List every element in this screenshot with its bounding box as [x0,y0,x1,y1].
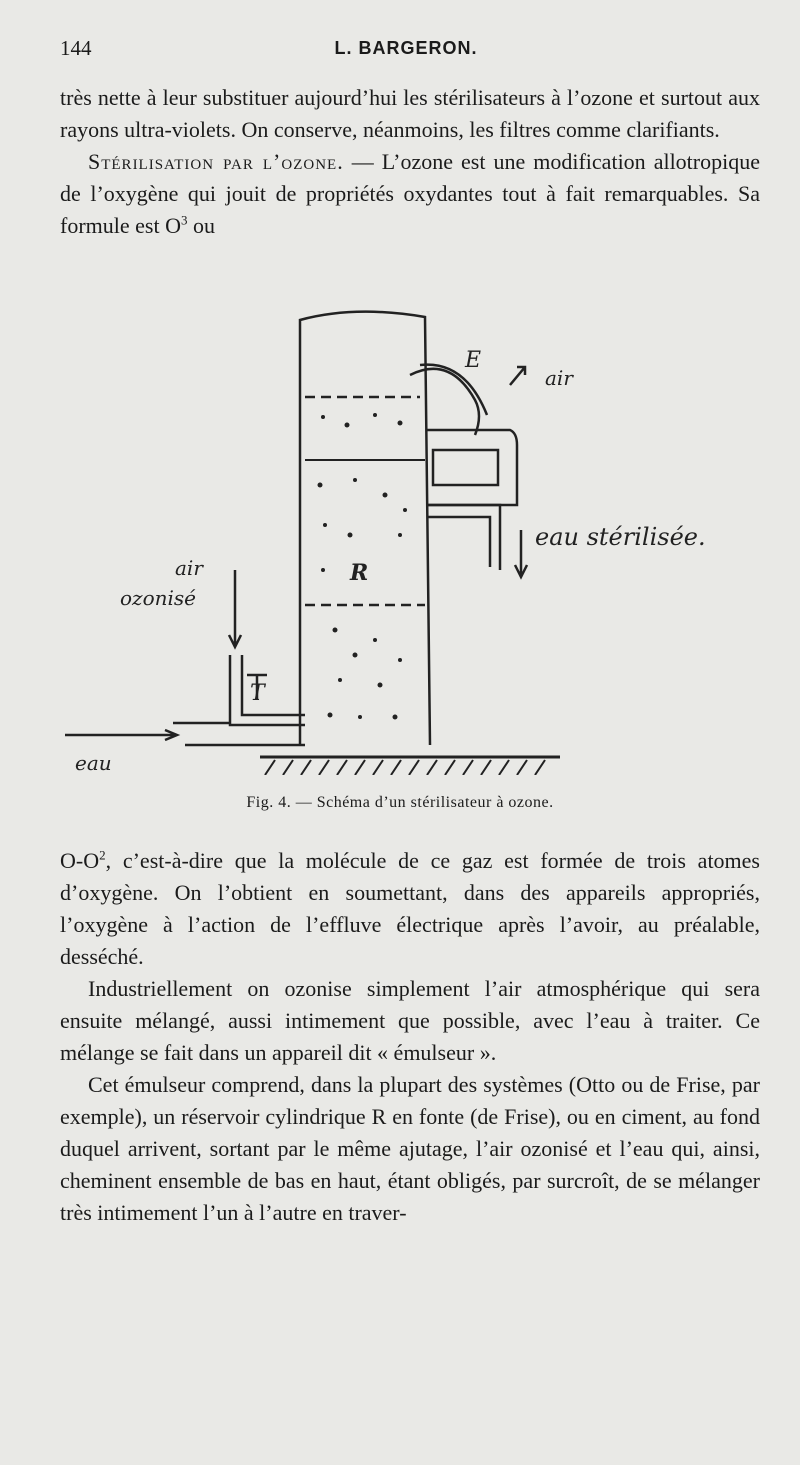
label-sterile-water: eau stérilisée. [535,523,706,551]
basket [433,450,498,485]
label-air-out: air [545,366,573,390]
sterilizer-diagram [55,305,775,775]
overflow-box [427,430,517,505]
top-text-block [60,82,760,242]
label-water-in: eau [75,751,112,775]
page-header [60,36,752,66]
paragraph-text: — L’ozone est une modification allotropique de l’oxygène qui jouit de propriétés oxydantes tout à fait remarquables. Sa formule est O [60,149,760,238]
page-number: 144 [60,36,92,60]
label-ozonized-air-2: ozonisé [120,586,196,610]
paragraph-continuation [60,82,760,146]
label-T: T [250,681,265,706]
superscript: 2 [99,847,106,863]
ozone-sterilizer-figure [55,305,775,775]
section-heading: Stérilisation par l’ozone. [88,149,344,174]
tank-outline [300,312,430,745]
label-R: R [350,560,369,586]
sterile-water-arrow [515,530,527,577]
air-arrow [229,570,241,647]
paragraph-text: O-O [60,848,100,873]
paragraph-text: ou [187,213,215,238]
label-ozonized-air-1: air [175,556,203,580]
bottom-text-block [60,845,760,1229]
exhaust-curl [410,369,479,435]
paragraph-ozone-sterilization [60,146,760,242]
air-out-arrow [510,367,525,385]
figure-caption: Fig. 4. — Schéma d’un stérilisateur à ozone. [246,794,554,811]
paragraph-text: très nette à leur substituer aujourd’hui les stérilisateurs à l’ozone et surtout aux rayons ultra-violets. On conserve, néanmoins, les filtres comme clarifiants. [60,85,760,142]
running-head: L. BARGERON. [334,38,478,58]
paragraph-text: , c’est-à-dire que la molécule de ce gaz est formée de trois atomes d’oxygène. On l’obtient en soumettant, dans des appareils appropriés, l’oxygène à l’action de l’effluve électrique après l’avoir, au préalable, desséché. [60,848,760,969]
paragraph-emulsifier: Cet émulseur comprend, dans la plupart des systèmes (Otto ou de Frise, par exemple), un réservoir cylindrique R en fonte (de Frise), ou en ciment, au fond duquel arrivent, sortant par le même ajutage, l’air ozonisé et l’eau qui, ainsi, cheminent ensemble de bas en haut, étant obligés, par surcroît, de se mélanger très intimement l’un à l’autre en traver- [60,1072,760,1225]
paragraph-formula [60,845,760,973]
ground-hatching [265,760,545,775]
outlet-pipe-inner [427,517,490,567]
superscript: 3 [180,212,188,228]
paragraph-industrial: Industriellement on ozonise simplement l’air atmosphérique qui sera ensuite mélangé, aussi intimement que possible, avec l’eau à traiter. Ce mélange se fait dans un appareil dit « émulseur ». [60,976,760,1065]
label-E: E [465,348,482,373]
water-arrow [65,730,177,740]
